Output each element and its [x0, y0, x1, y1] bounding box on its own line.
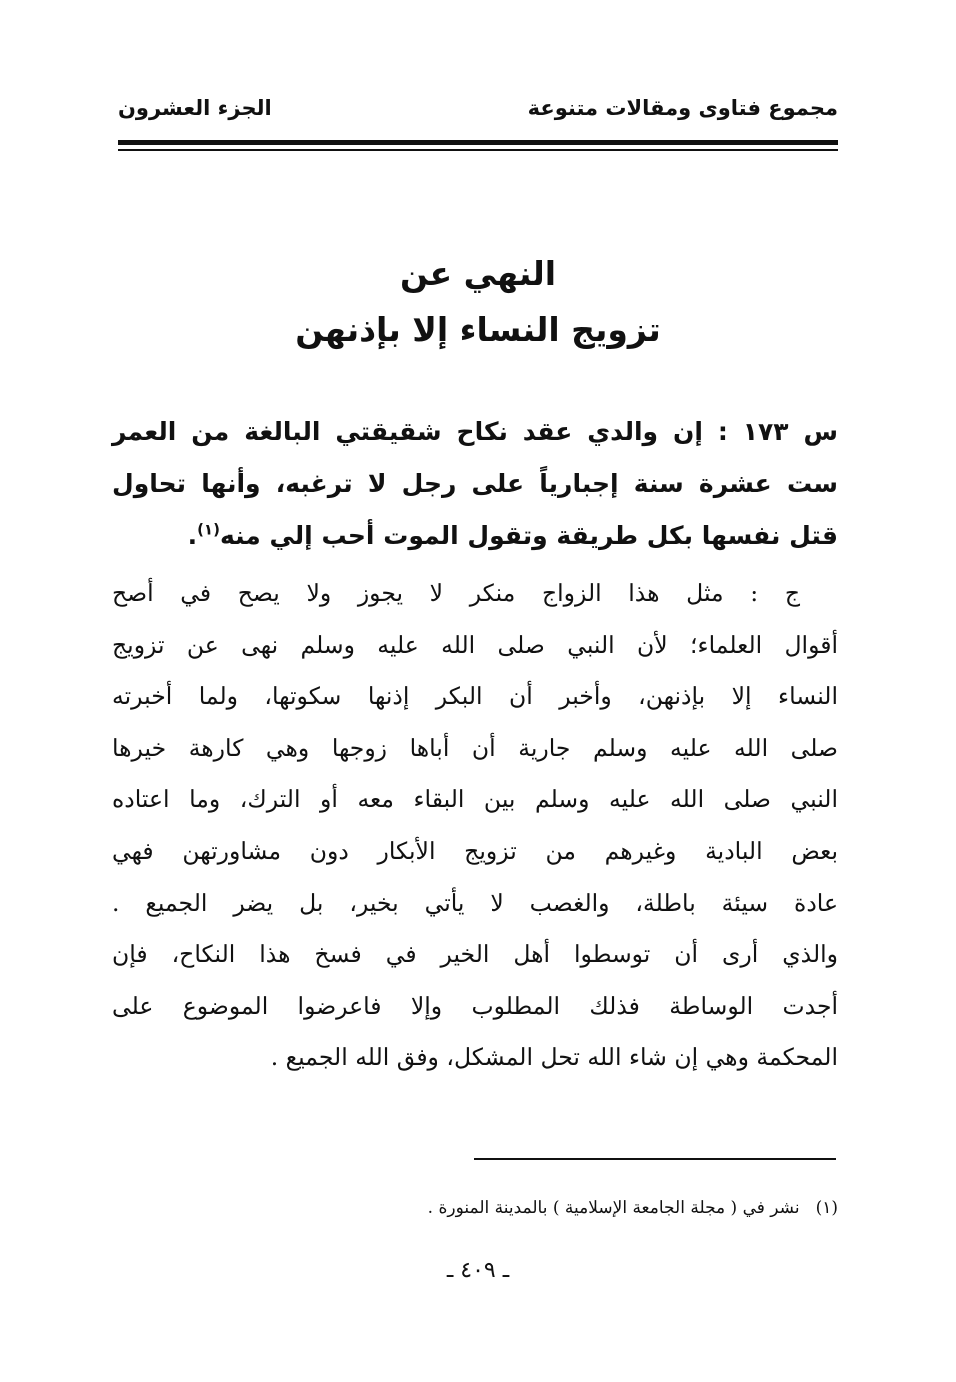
- question-line-last: [112, 510, 838, 562]
- answer-paragraph: [112, 568, 838, 1084]
- answer-line: ج : مثل هذا الزواج منكر لا يجوز ولا يصح في أصح: [112, 579, 800, 607]
- question-line: س ١٧٣ : إن والدي عقد نكاح شقيقتي البالغة من العمر: [112, 417, 838, 446]
- answer-line: أجدت الوساطة فذلك المطلوب وإلا فاعرضوا الموضوع على: [112, 991, 838, 1020]
- answer-line: أقوال العلماء؛ لأن النبي صلى الله عليه وسلم نهى عن تزويج: [112, 630, 838, 659]
- question-line-text: قتل نفسها بكل طريقة وتقول الموت أحب إلي منه: [219, 521, 838, 550]
- question-line: ست عشرة سنة إجبارياً على رجل لا ترغبه، وأنها تحاول: [112, 469, 838, 498]
- page-number: ـ ٤٠٩ ـ: [446, 1258, 510, 1283]
- footnote-separator: [474, 1158, 836, 1160]
- fatwa-title: [118, 246, 838, 358]
- title-line-1: النهي عن: [399, 254, 557, 293]
- answer-line: النساء إلا بإذنهن، وأخبر أن البكر إذنها سكوتها، ولما أخبرته: [112, 682, 838, 711]
- answer-line-last: المحكمة وهي إن شاء الله تحل المشكل، وفق الله الجميع .: [270, 1043, 838, 1072]
- header-rule-thick: [118, 140, 838, 145]
- answer-line: صلى الله عليه وسلم جارية أن أباها زوجها وهي كارهة خيرها: [112, 733, 838, 762]
- footnote: [280, 1198, 838, 1218]
- answer-line: عادة سيئة باطلة، والغصب لا يأتي بخير، بل يضر الجميع .: [112, 888, 838, 917]
- volume-label: الجزء العشرون: [118, 96, 272, 120]
- footnote-text: نشر في ( مجلة الجامعة الإسلامية ) بالمدينة المنورة .: [427, 1198, 800, 1218]
- book-title: مجموع فتاوى ومقالات متنوعة: [527, 96, 838, 120]
- question-end-mark: .: [187, 521, 198, 550]
- answer-line: بعض البادية وغيرهم من تزويج الأبكار دون مشاورتهن فهي: [112, 836, 838, 865]
- running-header: [118, 96, 838, 130]
- answer-line: النبي صلى الله عليه وسلم بين البقاء معه أو الترك، وما اعتاده: [112, 785, 838, 814]
- question-paragraph: [112, 406, 838, 562]
- header-rule-thin: [118, 149, 838, 151]
- footnote-number: (١): [815, 1198, 838, 1218]
- title-line-2: تزويج النساء إلا بإذنهن: [295, 310, 661, 349]
- footnote-reference: (١): [197, 520, 220, 539]
- answer-line: والذي أرى أن توسطوا أهل الخير في فسخ هذا النكاح، فإن: [112, 940, 838, 969]
